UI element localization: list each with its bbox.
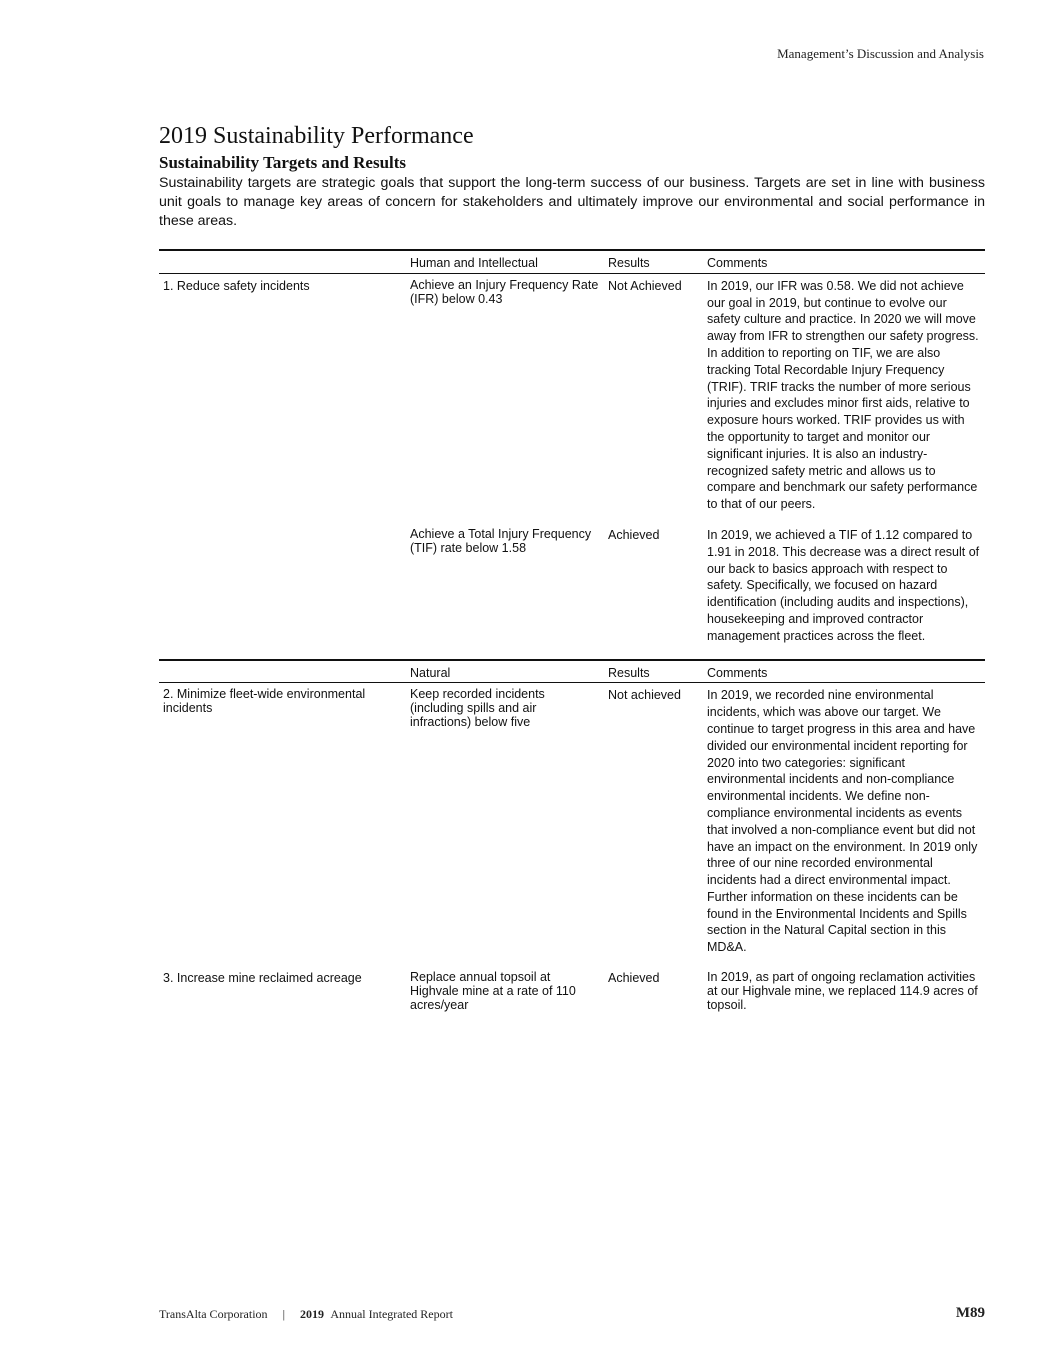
natural-capital-table — [159, 659, 985, 1013]
result-cell: Not Achieved — [608, 278, 682, 293]
target-cell: Achieve an Injury Frequency Rate (IFR) below 0.43 — [410, 277, 599, 306]
page-title: 2019 Sustainability Performance — [159, 123, 474, 149]
result-cell: Achieved — [608, 527, 660, 542]
comments-column-header: Comments — [703, 250, 985, 273]
capital-column-header: Natural — [406, 660, 604, 683]
table-row — [159, 683, 985, 956]
goal-cell: 3. Increase mine reclaimed acreage — [163, 971, 362, 986]
goal-column-header — [159, 660, 406, 683]
target-cell: Keep recorded incidents (including spills and air infractions) below five — [410, 687, 545, 730]
footer-separator: | — [282, 1307, 285, 1321]
footer-year: 2019 — [299, 1307, 324, 1321]
goal-column-header — [159, 250, 406, 273]
goal-cell — [159, 513, 406, 645]
page-footer — [159, 1307, 985, 1322]
capital-column-header: Human and Intellectual — [406, 250, 604, 273]
running-header: Management’s Discussion and Analysis — [777, 46, 984, 61]
table-row — [159, 273, 985, 513]
intro-paragraph: Sustainability targets are strategic goals that support the long-term success of our business. Targets are set in line with business unit goals to manage key areas of concern for stakeholders and ultimately improve our environmental and social performance in these areas. — [159, 175, 985, 229]
footer-company: TransAlta Corporation — [159, 1307, 268, 1321]
results-column-header: Results — [604, 250, 703, 273]
comment-cell: In 2019, as part of ongoing reclamation activities at our Highvale mine, we replaced 114.9 acres of topsoil. — [707, 970, 978, 1013]
results-column-header: Results — [604, 660, 703, 683]
page-content — [159, 120, 985, 1012]
human-intellectual-table — [159, 249, 985, 645]
table-header-row — [159, 660, 985, 683]
comment-cell: In 2019, we recorded nine environmental incidents, which was above our target. We continue to target progress in this area and have divided our environmental incident reporting for 2020 into two categories: significant environmental incidents and non-compliance environmental incidents. We define non-compliance environmental incidents as events that involved a non-compliance event but did not have an impact on the environment. In 2019 only three of our nine recorded environmental incidents had a direct environmental impact. Further information on these incidents can be found in the Environmental Incidents and Spills section in the Natural Capital section in this MD&A. — [707, 688, 978, 955]
comment-cell: In 2019, our IFR was 0.58. We did not achieve our goal in 2019, but continue to evolve our safety culture and practice. In 2020 we will move away from IFR to strengthen our safety progress. In addition to reporting on TIF, we are also tracking Total Recordable Injury Frequency (TRIF). TRIF tracks the number of more serious injuries and excludes minor first aids, relative to exposure hours worked. TRIF provides us with the opportunity to target and monitor our significant injuries. It is also an industry-recognized safety metric and allows us to compare and benchmark our safety performance to that of our peers. — [707, 278, 979, 512]
target-cell: Replace annual topsoil at Highvale mine at a rate of 110 acres/year — [410, 970, 576, 1013]
page-number: M89 — [955, 1305, 985, 1321]
goal-cell: 2. Minimize fleet-wide environmental incidents — [163, 687, 366, 716]
goal-cell: 1. Reduce safety incidents — [163, 278, 310, 293]
target-cell: Achieve a Total Injury Frequency (TIF) rate below 1.58 — [410, 526, 592, 555]
comment-cell: In 2019, we achieved a TIF of 1.12 compared to 1.91 in 2018. This decrease was a direct result of our back to basics approach with respect to safety. Specifically, we focused on hazard identification (including audits and inspections), housekeeping and improved contractor management practices across the fleet. — [707, 527, 980, 643]
table-row — [159, 956, 985, 1012]
result-cell: Achieved — [608, 971, 660, 986]
table-row — [159, 513, 985, 645]
comments-column-header: Comments — [703, 660, 985, 683]
footer-report-name: Annual Integrated Report — [330, 1307, 453, 1321]
result-cell: Not achieved — [608, 688, 681, 703]
table-header-row — [159, 250, 985, 273]
page-subtitle: Sustainability Targets and Results — [159, 153, 407, 172]
